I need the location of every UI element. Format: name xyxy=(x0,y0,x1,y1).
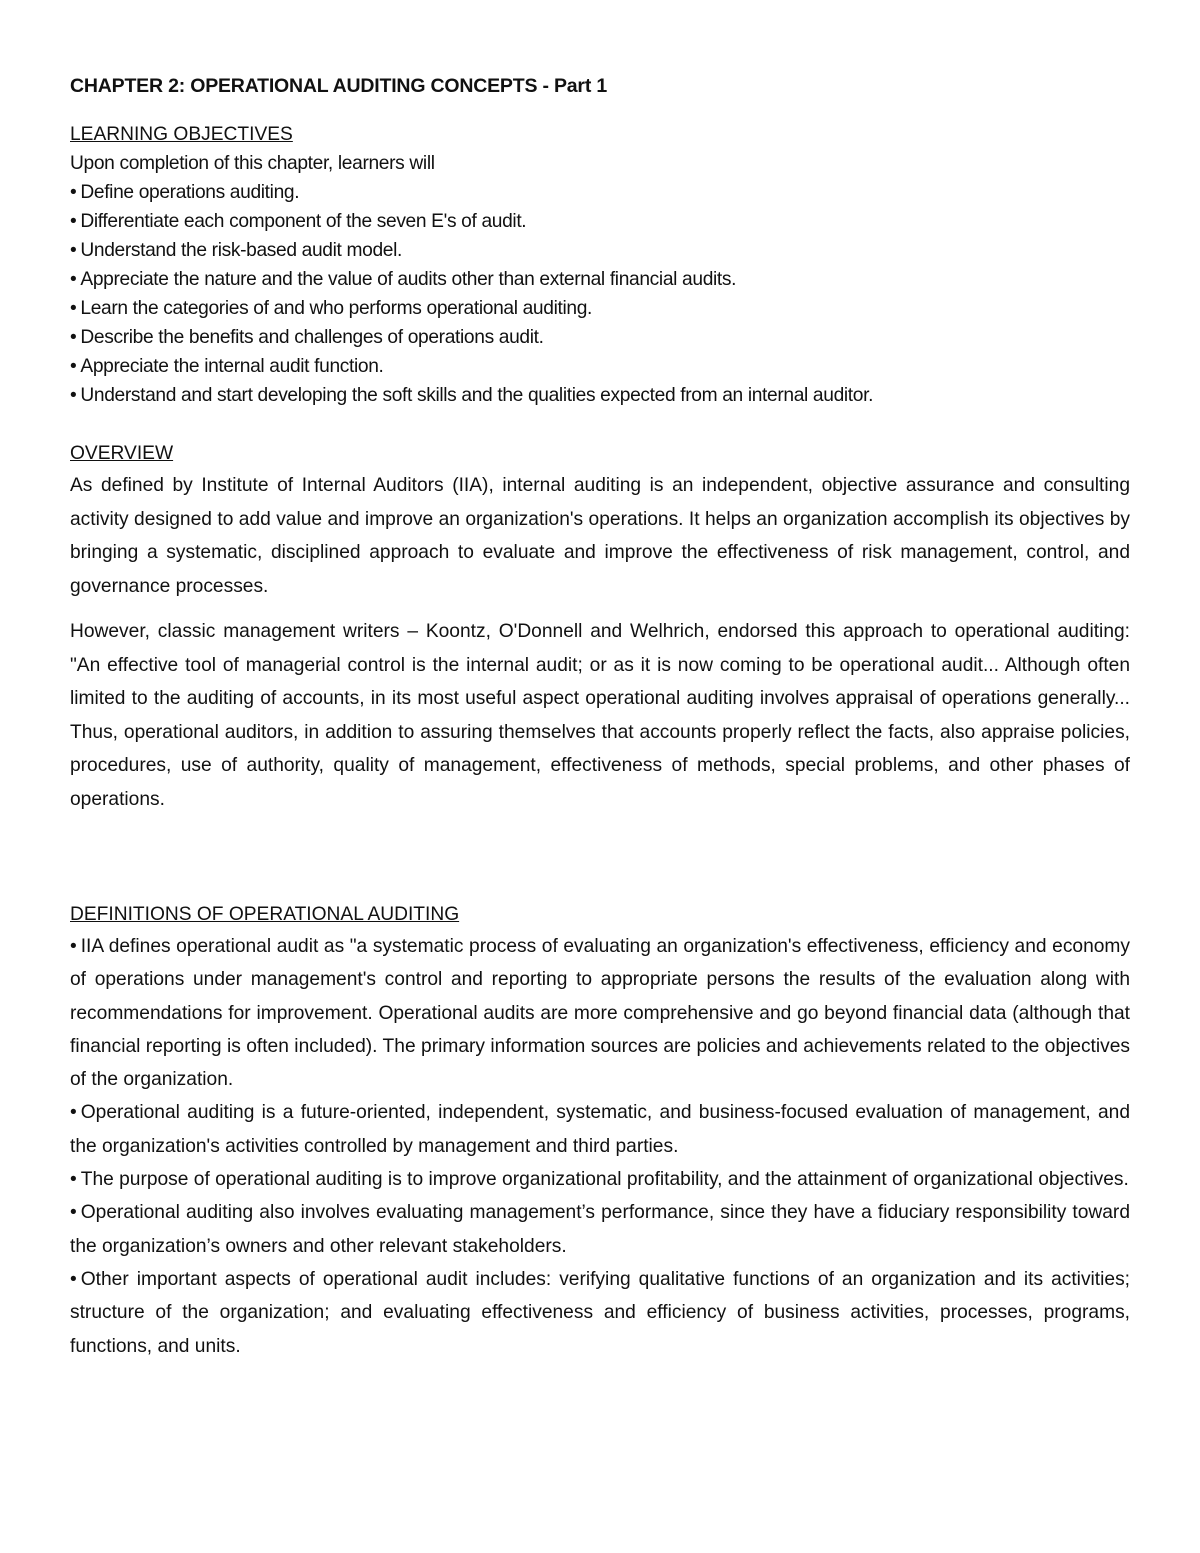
list-item xyxy=(70,178,1130,207)
bullet-icon: • xyxy=(70,936,77,957)
bullet-icon: • xyxy=(70,211,77,232)
list-item-text: Appreciate the nature and the value of audits other than external financial audits. xyxy=(80,269,737,290)
bullet-icon: • xyxy=(70,269,77,290)
list-item-text: IIA defines operational audit as "a systematic process of evaluating an organization's effectiveness, efficiency and economy of operations under management's control and reporting to appropriate persons the results of the evaluation along with recommendations for improvement. Operational audits are more comprehensive and go beyond financial data (although that financial reporting is often included). The primary information sources are policies and achievements related to the objectives of the organization. xyxy=(70,936,1130,1091)
overview-paragraph: As defined by Institute of Internal Auditors (IIA), internal auditing is an independent, objective assurance and consulting activity designed to add value and improve an organization's operations. It helps an organization accomplish its objectives by bringing a systematic, disciplined approach to evaluate and improve the effectiveness of risk management, control, and governance processes. xyxy=(70,475,1130,597)
list-item-text: Learn the categories of and who performs operational auditing. xyxy=(80,298,592,319)
bullet-icon: • xyxy=(70,1102,77,1124)
list-item-text: Appreciate the internal audit function. xyxy=(80,356,384,377)
chapter-title: CHAPTER 2: OPERATIONAL AUDITING CONCEPTS - Part 1 xyxy=(70,75,607,97)
list-item xyxy=(70,1096,1130,1163)
list-item-text: Other important aspects of operational audit includes: verifying qualitative functions of an organization and its activities; structure of the organization; and evaluating effectiveness and efficiency of business activities, processes, programs, functions, and units. xyxy=(70,1268,1130,1357)
learning-objectives-intro: Upon completion of this chapter, learners will xyxy=(70,153,435,174)
list-item xyxy=(70,207,1130,236)
definitions-section xyxy=(70,899,1130,1363)
list-item xyxy=(70,294,1130,323)
list-item-text: Describe the benefits and challenges of operations audit. xyxy=(80,327,544,348)
overview-heading: OVERVIEW xyxy=(70,443,174,464)
list-item xyxy=(70,236,1130,265)
bullet-icon: • xyxy=(70,1202,77,1224)
bullet-icon: • xyxy=(70,385,77,406)
bullet-icon: • xyxy=(70,182,77,203)
list-item-text: Understand the risk-based audit model. xyxy=(80,240,402,261)
list-item-text: Operational auditing is a future-oriented, independent, systematic, and business-focused evaluation of management, and the organization's activities controlled by management and third parties. xyxy=(70,1102,1130,1157)
bullet-icon: • xyxy=(70,240,77,261)
list-item-text: Operational auditing also involves evaluating management’s performance, since they have a fiduciary responsibility toward the organization’s owners and other relevant stakeholders. xyxy=(70,1202,1130,1257)
definitions-heading: DEFINITIONS OF OPERATIONAL AUDITING xyxy=(70,904,460,925)
list-item-text: Differentiate each component of the seven E's of audit. xyxy=(80,211,527,232)
learning-objectives-heading: LEARNING OBJECTIVES xyxy=(70,124,293,145)
overview-section xyxy=(70,438,1130,816)
list-item xyxy=(70,265,1130,294)
definitions-list xyxy=(70,930,1130,1363)
list-item xyxy=(70,352,1130,381)
bullet-icon: • xyxy=(70,327,77,348)
list-item-text: Define operations auditing. xyxy=(80,182,300,203)
list-item-text: The purpose of operational auditing is to improve organizational profitability, and the attainment of organizational objectives. xyxy=(80,1169,1129,1191)
bullet-icon: • xyxy=(70,356,77,377)
overview-paragraph: However, classic management writers – Koontz, O'Donnell and Welhrich, endorsed this approach to operational auditing: "An effective tool of managerial control is the internal audit; or as it is now coming to be operational audit... Although often limited to the auditing of accounts, in its most useful aspect operational auditing involves appraisal of operations generally... Thus, operational auditors, in addition to assuring themselves that accounts properly reflect the facts, also appraise policies, procedures, use of authority, quality of management, effectiveness of methods, special problems, and other phases of operations. xyxy=(70,621,1130,810)
bullet-icon: • xyxy=(70,298,77,319)
list-item xyxy=(70,930,1130,1096)
document-page xyxy=(70,72,1130,1363)
list-item xyxy=(70,381,1130,410)
list-item xyxy=(70,323,1130,352)
list-item xyxy=(70,1196,1130,1263)
list-item xyxy=(70,1263,1130,1363)
learning-objectives-section xyxy=(70,120,1130,410)
bullet-icon: • xyxy=(70,1169,77,1191)
list-item-text: Understand and start developing the soft skills and the qualities expected from an internal auditor. xyxy=(80,385,874,406)
learning-objectives-list xyxy=(70,178,1130,410)
bullet-icon: • xyxy=(70,1268,77,1290)
list-item xyxy=(70,1163,1130,1196)
